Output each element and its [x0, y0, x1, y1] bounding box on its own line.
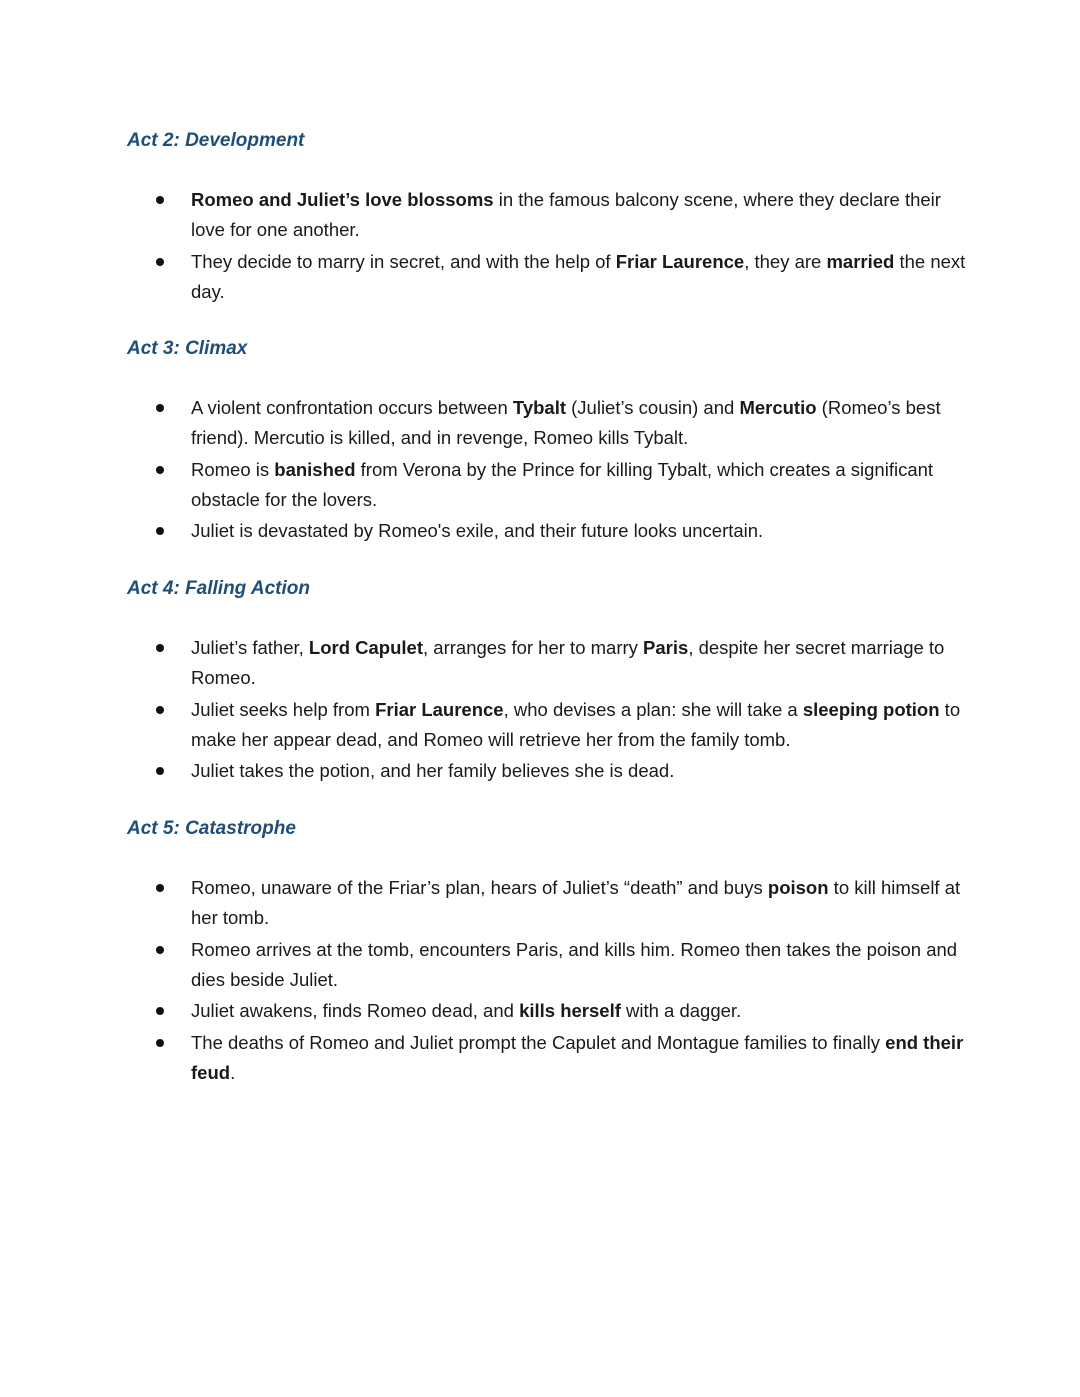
text-segment: The deaths of Romeo and Juliet prompt the Capulet and Montague families to finally — [191, 1031, 886, 1053]
text-segment: , they are — [744, 250, 827, 272]
bold-text: Friar Laurence — [375, 698, 504, 720]
bullet-icon — [156, 404, 164, 412]
bullet-icon — [156, 884, 164, 892]
bullet-icon — [156, 527, 164, 535]
text-segment: Juliet is devastated by Romeo's exile, and their future looks uncertain. — [191, 520, 764, 541]
text-segment: from Verona by the Prince for killing Tybalt, which creates a significant obstacle for the lovers. — [191, 458, 934, 510]
bold-text: banished — [274, 458, 356, 480]
bold-text: Tybalt — [512, 397, 566, 418]
text-segment: , who devises a plan: she will take a — [503, 698, 803, 720]
text-segment: (Romeo’s best friend). Mercutio is killed, and in revenge, Romeo kills Tybalt. — [191, 397, 941, 448]
bold-text: Lord Capulet — [308, 637, 424, 658]
bullet-icon — [156, 466, 164, 474]
act-3-heading: Act 3: Climax — [127, 338, 248, 359]
bullet-icon — [156, 1039, 164, 1047]
act-5-list — [127, 873, 967, 1089]
act-4-list — [127, 633, 967, 788]
list-item — [127, 695, 967, 755]
text-segment: (Juliet’s cousin) and — [566, 397, 740, 418]
bullet-icon — [156, 946, 164, 954]
act-5-heading: Act 5: Catastrophe — [127, 818, 296, 839]
text-segment: to make her appear dead, and Romeo will retrieve her from the family tomb. — [191, 698, 961, 750]
text-segment: Juliet awakens, finds Romeo dead, and — [191, 1000, 520, 1021]
text-segment: They decide to marry in secret, and with the help of — [191, 250, 616, 272]
text-segment: . — [230, 1061, 236, 1083]
text-segment: Juliet seeks help from — [191, 698, 376, 720]
act-4-section — [127, 577, 967, 781]
list-item — [127, 455, 967, 515]
text-segment: Romeo is — [191, 458, 275, 480]
bold-text: Mercutio — [739, 397, 817, 418]
act-2-list — [127, 185, 967, 308]
bullet-icon — [156, 258, 164, 266]
list-item — [127, 1028, 967, 1088]
list-item — [127, 873, 967, 933]
list-item — [127, 516, 967, 546]
list-item — [127, 185, 967, 245]
bold-text: kills herself — [519, 1000, 621, 1021]
bullet-icon — [156, 706, 164, 714]
text-segment: Romeo arrives at the tomb, encounters Paris, and kills him. Romeo then takes the poison and dies beside Juliet. — [191, 938, 958, 990]
list-item — [127, 393, 967, 453]
act-2-heading: Act 2: Development — [127, 130, 305, 151]
bullet-icon — [156, 644, 164, 652]
bold-text: Friar Laurence — [615, 250, 745, 272]
text-segment: Romeo, unaware of the Friar’s plan, hears of Juliet’s “death” and buys — [191, 877, 768, 898]
bold-text: poison — [767, 877, 829, 898]
text-segment: Juliet takes the potion, and her family believes she is dead. — [191, 760, 675, 781]
text-segment: Juliet’s father, — [191, 637, 309, 658]
bold-text: Paris — [643, 637, 689, 658]
list-item — [127, 996, 967, 1026]
bullet-icon — [156, 196, 164, 204]
list-item — [127, 935, 967, 995]
act-4-heading: Act 4: Falling Action — [127, 578, 310, 599]
text-segment: , despite her secret marriage to Romeo. — [191, 637, 945, 688]
list-item — [127, 756, 967, 786]
text-segment: , arranges for her to marry — [423, 637, 644, 658]
act-3-list — [127, 393, 967, 548]
bullet-icon — [156, 1007, 164, 1015]
text-segment: to kill himself at her tomb. — [191, 877, 961, 928]
act-5-section — [127, 817, 967, 1083]
bold-text: Romeo and Juliet’s love blossoms — [191, 189, 494, 210]
bold-text: sleeping potion — [802, 698, 940, 720]
text-segment: in the famous balcony scene, where they declare their love for one another. — [191, 189, 941, 240]
bold-text: end their feud — [191, 1031, 964, 1083]
text-segment: with a dagger. — [620, 1000, 742, 1021]
list-item — [127, 633, 967, 693]
bullet-icon — [156, 767, 164, 775]
text-segment: the next day. — [191, 250, 966, 302]
list-item — [127, 247, 967, 307]
text-segment: A violent confrontation occurs between — [191, 397, 513, 418]
bold-text: married — [826, 250, 895, 272]
act-3-section — [127, 337, 967, 541]
act-2-section — [127, 129, 967, 302]
